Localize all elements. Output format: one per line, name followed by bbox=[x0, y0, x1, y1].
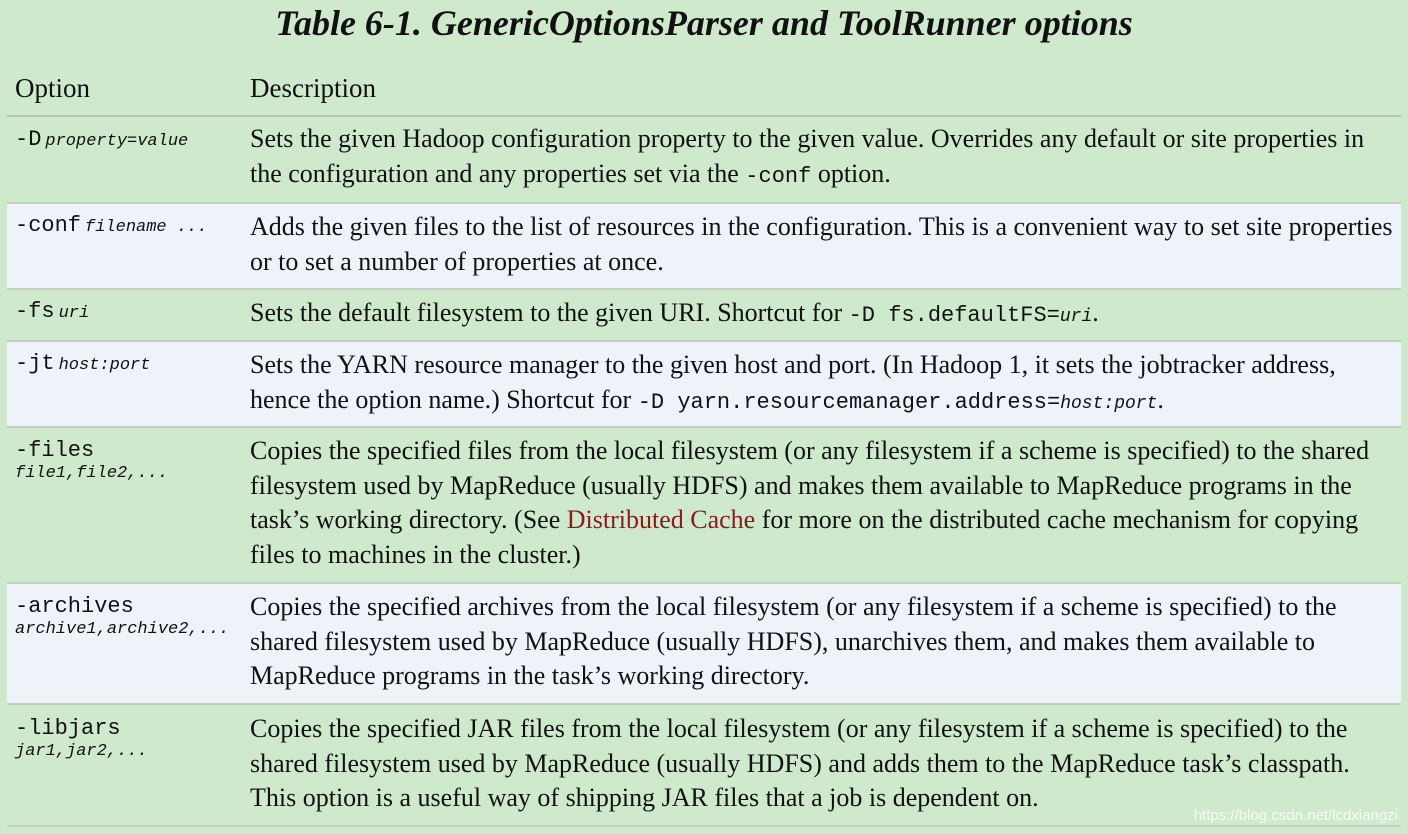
table-row-archives bbox=[7, 584, 1401, 705]
option-name: -libjars bbox=[15, 716, 121, 741]
option-name: -conf bbox=[15, 213, 82, 238]
description-cell bbox=[250, 296, 1401, 335]
option-cell bbox=[7, 348, 250, 376]
table-row-files bbox=[7, 428, 1401, 584]
description-cell bbox=[250, 122, 1401, 194]
option-cell bbox=[7, 434, 250, 485]
description-cell: Copies the specified archives from the local filesystem (or any filesystem if a scheme is specified) to the shared filesystem used by MapReduce (usually HDFS), unarchives them, and makes them available to MapReduce programs in the task’s working directory. bbox=[250, 592, 1337, 690]
option-cell bbox=[7, 712, 250, 763]
option-cell bbox=[7, 122, 250, 152]
table-row-fs bbox=[7, 290, 1401, 342]
description-text-end: . bbox=[1157, 384, 1164, 414]
watermark: https://blog.csdn.net/lcdxiangzi bbox=[1193, 807, 1398, 824]
description-cell bbox=[250, 348, 1401, 421]
option-arg: archive1,archive2,... bbox=[15, 620, 230, 639]
table-title: Table 6-1. GenericOptionsParser and ToolRunner options bbox=[275, 3, 1133, 43]
header-option: Option bbox=[15, 73, 91, 103]
option-cell bbox=[7, 296, 250, 324]
header-description: Description bbox=[250, 73, 376, 103]
description-cell bbox=[250, 434, 1401, 572]
description-text-end: for more on the distributed cache mechanism for copying files to machines in the cluster.) bbox=[250, 505, 1359, 569]
description-text: Sets the default filesystem to the given URI. Shortcut for bbox=[250, 298, 849, 327]
description-text: Sets the YARN resource manager to the given host and port. (In Hadoop 1, it sets the jobtracker address, hence the option name.) Shortcut for bbox=[250, 350, 1336, 414]
table-row-d bbox=[7, 117, 1401, 204]
description-text: Copies the specified files from the local filesystem (or any filesystem if a scheme is specified) to the shared filesystem used by MapReduce (usually HDFS) and makes them available to MapReduce programs in the task’s working directory. (See bbox=[250, 436, 1370, 534]
option-name: -D bbox=[15, 127, 42, 152]
inline-code: -conf bbox=[745, 163, 812, 189]
description-cell: Adds the given files to the list of resources in the configuration. This is a convenient way to set site properties or to set a number of properties at once. bbox=[250, 212, 1393, 276]
description-text-end: . bbox=[1092, 298, 1099, 327]
option-arg-property: property bbox=[45, 132, 128, 151]
option-name: -fs bbox=[15, 299, 55, 324]
option-arg-value: value bbox=[137, 132, 189, 151]
option-arg: host:port bbox=[58, 356, 151, 375]
inline-code-arg: uri bbox=[1059, 307, 1093, 327]
option-arg: file1,file2,... bbox=[15, 464, 169, 483]
option-name: -files bbox=[15, 438, 95, 463]
table-row-libjars bbox=[7, 705, 1401, 827]
table-row-jt bbox=[7, 342, 1401, 428]
inline-code-arg: host:port bbox=[1060, 393, 1158, 414]
inline-code: -D fs.defaultFS= bbox=[848, 303, 1060, 328]
option-cell bbox=[7, 590, 250, 641]
description-text: Sets the given Hadoop configuration property to the given value. Overrides any default or site properties in the configuration and any properties set via the bbox=[250, 124, 1365, 188]
description-cell: Copies the specified JAR files from the local filesystem (or any filesystem if a scheme is specified) to the shared filesystem used by MapReduce (usually HDFS) and adds them to the MapReduce task’s classpath. This option is a useful way of shipping JAR files that a job is dependent on. bbox=[250, 714, 1350, 812]
option-arg: jar1,jar2,... bbox=[15, 742, 148, 761]
option-arg-sep: = bbox=[127, 132, 138, 151]
distributed-cache-link[interactable]: Distributed Cache bbox=[566, 505, 756, 534]
option-cell bbox=[7, 210, 250, 238]
option-arg: uri bbox=[58, 304, 90, 323]
option-name: -archives bbox=[15, 594, 134, 619]
description-text-end: option. bbox=[811, 158, 891, 188]
table-row-conf bbox=[7, 204, 1401, 290]
option-arg: filename ... bbox=[85, 218, 208, 237]
options-table bbox=[7, 62, 1401, 827]
table-header bbox=[7, 62, 1401, 117]
inline-code: -D yarn.resourcemanager.address= bbox=[637, 389, 1061, 415]
option-name: -jt bbox=[15, 351, 55, 376]
